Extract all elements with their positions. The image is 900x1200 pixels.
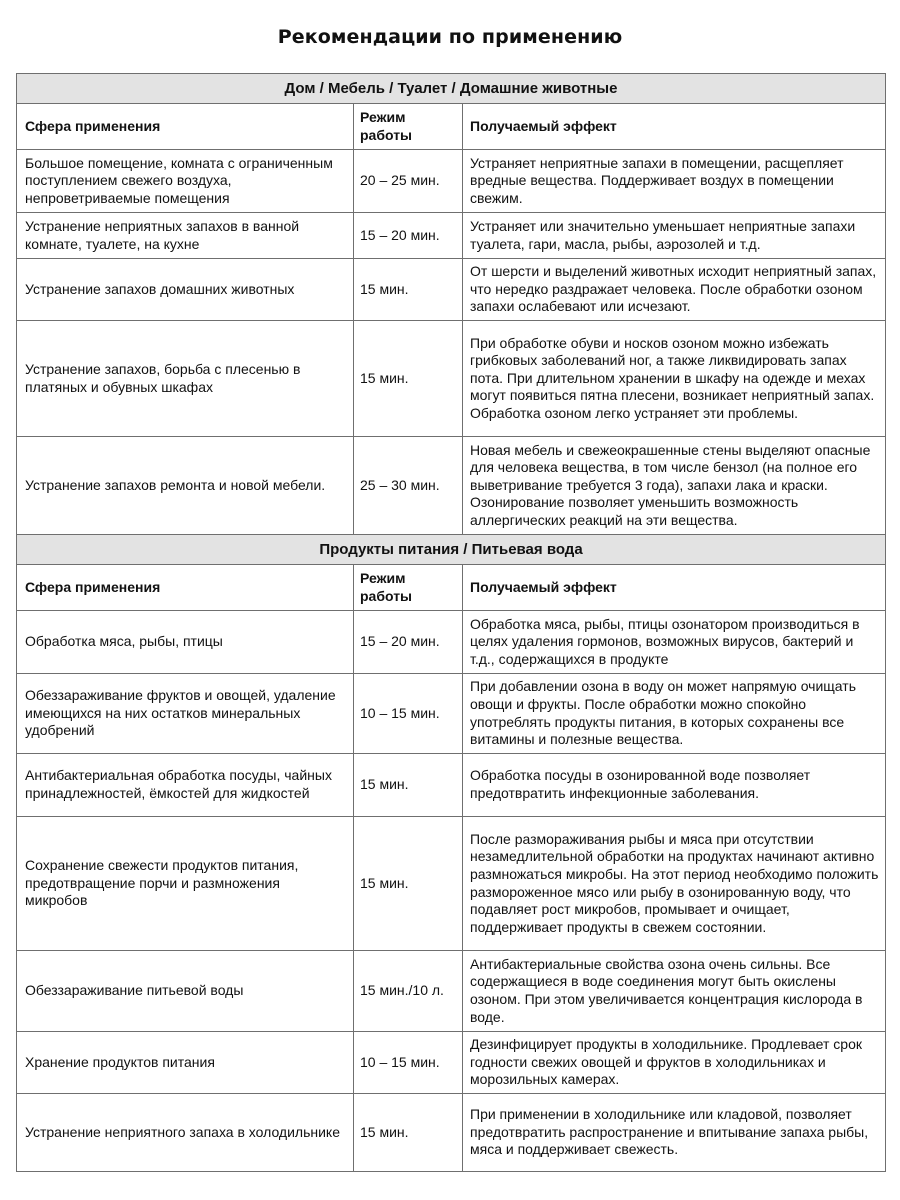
cell-mode: 15 – 20 мин.: [354, 213, 463, 259]
table-row: [17, 817, 886, 951]
column-header-mode: Режим работы: [354, 565, 463, 611]
cell-area: Хранение продуктов питания: [17, 1032, 354, 1094]
cell-mode: 15 мин.: [354, 754, 463, 817]
cell-mode: 25 – 30 мин.: [354, 437, 463, 535]
recommendations-table: [16, 73, 886, 1172]
cell-effect: Дезинфицирует продукты в холодильнике. Продлевает срок годности свежих овощей и фруктов в холодильниках и морозильных камерах.: [463, 1032, 886, 1094]
cell-effect: От шерсти и выделений животных исходит неприятный запах, что нередко раздражает человека. После обработки озоном запахи ослабевают или исчезают.: [463, 259, 886, 321]
column-header-row: [17, 104, 886, 150]
column-header-mode: Режим работы: [354, 104, 463, 150]
cell-mode: 15 мин.: [354, 321, 463, 437]
cell-effect: Обработка посуды в озонированной воде позволяет предотвратить инфекционные заболевания.: [463, 754, 886, 817]
cell-area: Устранение неприятного запаха в холодильнике: [17, 1094, 354, 1172]
cell-mode: 15 – 20 мин.: [354, 611, 463, 674]
table-row: [17, 1094, 886, 1172]
cell-area: Устранение запахов ремонта и новой мебели.: [17, 437, 354, 535]
cell-mode: 15 мин./10 л.: [354, 951, 463, 1032]
table-row: [17, 150, 886, 213]
table-row: [17, 321, 886, 437]
cell-effect: При добавлении озона в воду он может напрямую очищать овощи и фрукты. После обработки можно спокойно употреблять продукты питания, в которых сохранены все витамины и полезные вещества.: [463, 674, 886, 754]
cell-area: Устранение запахов, борьба с плесенью в платяных и обувных шкафах: [17, 321, 354, 437]
table-row: [17, 611, 886, 674]
cell-mode: 15 мин.: [354, 1094, 463, 1172]
table-row: [17, 951, 886, 1032]
table-row: [17, 213, 886, 259]
table-row: [17, 1032, 886, 1094]
table-row: [17, 674, 886, 754]
cell-effect: Устраняет или значительно уменьшает неприятные запахи туалета, гари, масла, рыбы, аэрозолей и т.д.: [463, 213, 886, 259]
cell-area: Сохранение свежести продуктов питания, предотвращение порчи и размножения микробов: [17, 817, 354, 951]
cell-area: Устранение неприятных запахов в ванной комнате, туалете, на кухне: [17, 213, 354, 259]
cell-area: Обеззараживание питьевой воды: [17, 951, 354, 1032]
cell-effect: При обработке обуви и носков озоном можно избежать грибковых заболеваний ног, а также ликвидировать запах пота. При длительном хранении в шкафу на одежде и мехах могут появиться пятна плесени, возникает неприятный запах. Обработка озоном легко устраняет эти проблемы.: [463, 321, 886, 437]
section-title: Дом / Мебель / Туалет / Домашние животные: [17, 74, 886, 104]
cell-effect: Новая мебель и свежеокрашенные стены выделяют опасные для человека вещества, в том числе бензол (на полное его выветривание требуется 3 года), запахи лака и краски. Озонирование позволяет уменьшить возможность аллергических реакций на эти вещества.: [463, 437, 886, 535]
cell-mode: 10 – 15 мин.: [354, 674, 463, 754]
page-title: Рекомендации по применению: [277, 26, 623, 48]
cell-area: Обработка мяса, рыбы, птицы: [17, 611, 354, 674]
cell-effect: Устраняет неприятные запахи в помещении, расщепляет вредные вещества. Поддерживает воздух в помещении свежим.: [463, 150, 886, 213]
table-row: [17, 437, 886, 535]
cell-area: Обеззараживание фруктов и овощей, удаление имеющихся на них остатков минеральных удобрений: [17, 674, 354, 754]
cell-area: Большое помещение, комната с ограниченным поступлением свежего воздуха, непроветриваемые помещения: [17, 150, 354, 213]
cell-mode: 10 – 15 мин.: [354, 1032, 463, 1094]
column-header-area: Сфера применения: [17, 565, 354, 611]
column-header-row: [17, 565, 886, 611]
cell-effect: Обработка мяса, рыбы, птицы озонатором производиться в целях удаления гормонов, возможных вирусов, бактерий и т.д., содержащихся в продукте: [463, 611, 886, 674]
cell-effect: При применении в холодильнике или кладовой, позволяет предотвратить распространение и впитывание запаха рыбы, мяса и поддерживает свежесть.: [463, 1094, 886, 1172]
section-header-home: [17, 74, 886, 104]
cell-mode: 15 мин.: [354, 259, 463, 321]
section-title: Продукты питания / Питьевая вода: [17, 535, 886, 565]
table-row: [17, 754, 886, 817]
cell-mode: 20 – 25 мин.: [354, 150, 463, 213]
section-header-food: [17, 535, 886, 565]
column-header-effect: Получаемый эффект: [463, 104, 886, 150]
cell-mode: 15 мин.: [354, 817, 463, 951]
column-header-effect: Получаемый эффект: [463, 565, 886, 611]
cell-area: Антибактериальная обработка посуды, чайных принадлежностей, ёмкостей для жидкостей: [17, 754, 354, 817]
cell-effect: Антибактериальные свойства озона очень сильны. Все содержащиеся в воде соединения могут быть окислены озоном. При этом увеличивается концентрация кислорода в воде.: [463, 951, 886, 1032]
cell-effect: После размораживания рыбы и мяса при отсутствии незамедлительной обработки на продуктах начинают активно размножаться микробы. На этот период необходимо положить размороженное мясо или рыбу в озонированную воду, что подавляет рост микробов, промывает и очищает, поддерживает продукты в свежем состоянии.: [463, 817, 886, 951]
cell-area: Устранение запахов домашних животных: [17, 259, 354, 321]
table-row: [17, 259, 886, 321]
column-header-area: Сфера применения: [17, 104, 354, 150]
